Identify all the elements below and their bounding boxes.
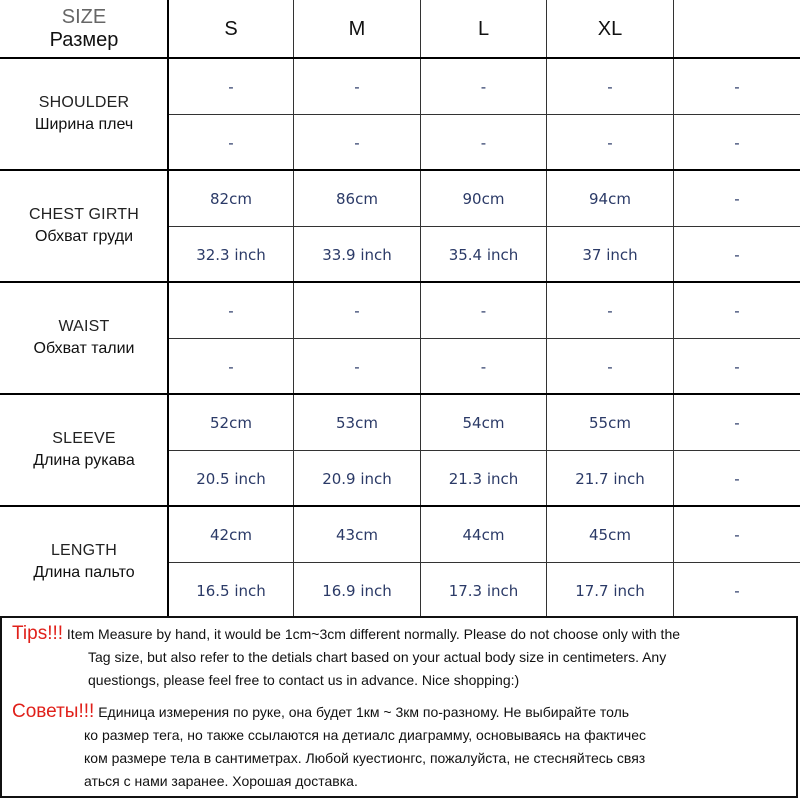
value-cell-chest-girth-inch: 33.9 inch bbox=[322, 245, 392, 264]
tips-line: Item Measure by hand, it would be 1cm~3cm different normally. Please do not choose only with the bbox=[66, 626, 681, 642]
row-label-waist bbox=[0, 283, 168, 393]
value-cell-shoulder-cm: - bbox=[228, 77, 234, 96]
row-label-length bbox=[0, 507, 168, 617]
value-cell-waist-inch: - bbox=[480, 357, 487, 376]
value-cell-chest-girth-inch: 35.4 inch bbox=[448, 245, 519, 264]
value-cell-length-cm: 42cm bbox=[210, 525, 252, 544]
tips-lead-en: Tips!!! bbox=[12, 623, 64, 644]
value-cell-length-cm: 44cm bbox=[462, 525, 505, 544]
tips-english bbox=[12, 622, 788, 692]
value-cell-length-inch: 17.7 inch bbox=[575, 581, 645, 600]
tips-box bbox=[0, 616, 798, 798]
size-header-xl: XL bbox=[597, 17, 623, 40]
value-cell-waist-inch: - bbox=[734, 357, 740, 376]
value-cell-sleeve-cm: 53cm bbox=[336, 413, 378, 432]
row-label-en: CHEST GIRTH bbox=[28, 206, 140, 223]
row-label-en: WAIST bbox=[58, 318, 110, 335]
value-cell-length-inch: 17.3 inch bbox=[448, 581, 519, 600]
value-cell-sleeve-inch: - bbox=[734, 469, 740, 488]
row-label-en: SLEEVE bbox=[52, 430, 116, 447]
value-cell-sleeve-inch: 21.7 inch bbox=[575, 469, 645, 488]
value-cell-length-inch: 16.9 inch bbox=[322, 581, 392, 600]
tips-line: ком размере тела в сантиметрах. Любой куестионгс, пожалуйста, не стесняйтесь связ bbox=[84, 750, 646, 766]
value-cell-length-inch: - bbox=[734, 581, 740, 600]
value-cell-waist-inch: - bbox=[354, 357, 360, 376]
value-cell-sleeve-cm: 54cm bbox=[462, 413, 505, 432]
value-cell-chest-girth-cm: 86cm bbox=[336, 189, 378, 208]
value-cell-shoulder-inch: - bbox=[354, 133, 360, 152]
size-header-m: M bbox=[348, 17, 366, 40]
value-cell-chest-girth-inch: - bbox=[734, 245, 740, 264]
value-cell-shoulder-cm: - bbox=[354, 77, 360, 96]
tips-russian bbox=[12, 700, 788, 793]
value-cell-waist-inch: - bbox=[228, 357, 234, 376]
value-cell-waist-cm: - bbox=[354, 301, 360, 320]
value-cell-chest-girth-cm: 82cm bbox=[210, 189, 252, 208]
tips-lead-ru: Советы!!! bbox=[12, 701, 95, 722]
value-cell-sleeve-cm: - bbox=[734, 413, 740, 432]
size-label-ru: Размер bbox=[49, 29, 119, 51]
row-label-shoulder bbox=[0, 59, 168, 169]
value-cell-sleeve-cm: 52cm bbox=[210, 413, 252, 432]
row-label-chest-girth bbox=[0, 171, 168, 281]
value-cell-sleeve-inch: 20.9 inch bbox=[322, 469, 392, 488]
tips-line: Tag size, but also refer to the detials chart based on your actual body size in centimeters. Any bbox=[88, 649, 667, 665]
value-cell-chest-girth-cm: 94cm bbox=[589, 189, 631, 208]
value-cell-chest-girth-cm: - bbox=[734, 189, 740, 208]
tips-line: аться с нами заранее. Хорошая доставка. bbox=[84, 773, 358, 789]
size-header-s: S bbox=[224, 17, 238, 40]
tips-line: ко размер тега, но также ссылаются на детиалс диаграмму, основываясь на фактичес bbox=[84, 727, 646, 743]
value-cell-shoulder-inch: - bbox=[734, 133, 740, 152]
value-cell-length-cm: 45cm bbox=[589, 525, 631, 544]
value-cell-shoulder-cm: - bbox=[607, 77, 613, 96]
row-label-ru: Обхват талии bbox=[33, 340, 135, 357]
row-label-en: SHOULDER bbox=[38, 94, 130, 111]
value-cell-waist-cm: - bbox=[480, 301, 487, 320]
row-label-en: LENGTH bbox=[50, 542, 118, 559]
row-label-ru: Длина пальто bbox=[33, 564, 135, 581]
value-cell-length-cm: - bbox=[734, 525, 740, 544]
value-cell-waist-cm: - bbox=[228, 301, 234, 320]
value-cell-chest-girth-inch: 32.3 inch bbox=[196, 245, 266, 264]
value-cell-waist-inch: - bbox=[607, 357, 613, 376]
value-cell-chest-girth-cm: 90cm bbox=[462, 189, 505, 208]
value-cell-shoulder-cm: - bbox=[734, 77, 740, 96]
tips-line: Единица измерения по руке, она будет 1км ~ 3км по-разному. Не выбирайте толь bbox=[98, 704, 630, 720]
row-label-ru: Ширина плеч bbox=[34, 116, 134, 133]
value-cell-waist-cm: - bbox=[607, 301, 613, 320]
value-cell-shoulder-inch: - bbox=[607, 133, 613, 152]
row-label-ru: Обхват груди bbox=[34, 228, 133, 245]
value-cell-shoulder-inch: - bbox=[480, 133, 487, 152]
size-corner-header bbox=[0, 0, 168, 58]
value-cell-chest-girth-inch: 37 inch bbox=[582, 245, 638, 264]
size-header-l: L bbox=[477, 17, 490, 40]
value-cell-sleeve-cm: 55cm bbox=[589, 413, 631, 432]
tips-line: questiongs, please feel free to contact us in advance. Nice shopping:) bbox=[88, 672, 520, 688]
row-label-sleeve bbox=[0, 395, 168, 505]
value-cell-sleeve-inch: 20.5 inch bbox=[196, 469, 266, 488]
value-cell-waist-cm: - bbox=[734, 301, 740, 320]
value-cell-shoulder-inch: - bbox=[228, 133, 234, 152]
row-label-ru: Длина рукава bbox=[33, 452, 135, 469]
size-label-en: SIZE bbox=[61, 6, 107, 28]
value-cell-shoulder-cm: - bbox=[480, 77, 487, 96]
value-cell-length-cm: 43cm bbox=[336, 525, 378, 544]
value-cell-length-inch: 16.5 inch bbox=[196, 581, 266, 600]
value-cell-sleeve-inch: 21.3 inch bbox=[448, 469, 519, 488]
size-header-blank bbox=[674, 0, 800, 58]
